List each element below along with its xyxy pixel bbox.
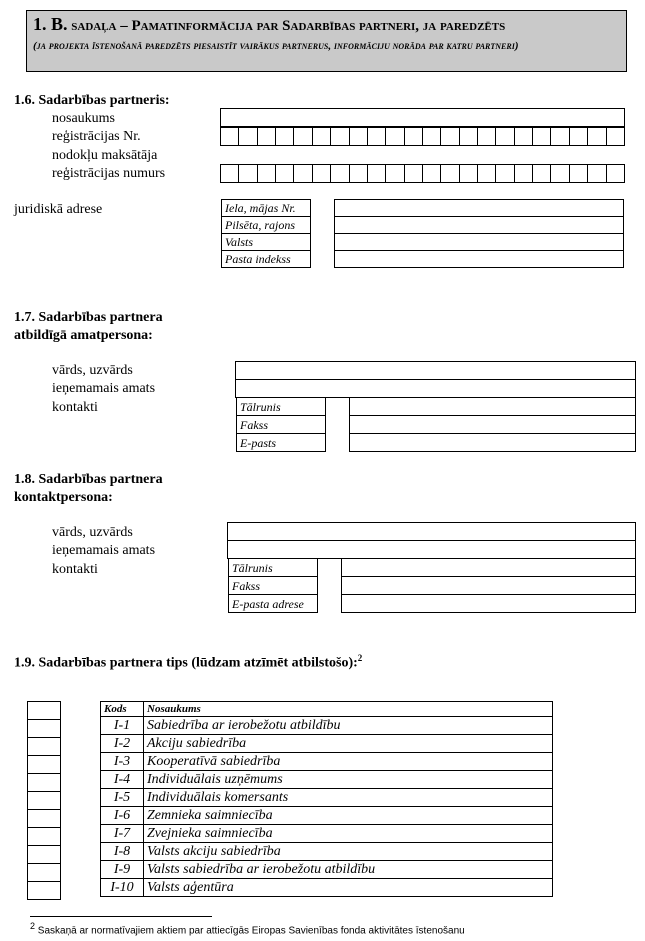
address-input-country[interactable] bbox=[335, 234, 624, 251]
official-contact-labels bbox=[236, 397, 326, 452]
type-name: Akciju sabiedrība bbox=[144, 735, 553, 753]
type-code: I-8 bbox=[101, 843, 144, 861]
type-checkbox-column bbox=[27, 701, 61, 900]
type-code: I-2 bbox=[101, 735, 144, 753]
address-input-postcode[interactable] bbox=[335, 251, 624, 268]
contact-person-position-input[interactable] bbox=[227, 540, 636, 559]
contact-input-email[interactable] bbox=[342, 595, 636, 613]
address-field-postcode: Pasta indekss bbox=[222, 251, 311, 268]
col-code-header: Kods bbox=[101, 702, 144, 717]
type-name: Valsts sabiedrība ar ierobežotu atbildību bbox=[144, 861, 553, 879]
contact-label-fax: Fakss bbox=[237, 416, 326, 434]
col-name-header: Nosaukums bbox=[144, 702, 553, 717]
label-full-name: vārds, uzvārds bbox=[52, 525, 133, 540]
heading-1-8-line2: kontaktpersona: bbox=[14, 490, 113, 505]
heading-1-8-line1: 1.8. Sadarbības partnera bbox=[14, 472, 163, 487]
contact-input-fax[interactable] bbox=[350, 416, 636, 434]
table-row bbox=[101, 789, 553, 807]
address-input-city[interactable] bbox=[335, 217, 624, 234]
type-name: Valsts aģentūra bbox=[144, 879, 553, 897]
type-checkbox[interactable] bbox=[28, 846, 61, 864]
type-code: I-9 bbox=[101, 861, 144, 879]
type-code: I-5 bbox=[101, 789, 144, 807]
label-tax-1: nodokļu maksātāja bbox=[52, 148, 158, 163]
footnote-number: 2 bbox=[30, 921, 36, 931]
footnote bbox=[30, 921, 465, 936]
type-name: Kooperatīvā sabiedrība bbox=[144, 753, 553, 771]
type-name: Valsts akciju sabiedrība bbox=[144, 843, 553, 861]
address-field-country: Valsts bbox=[222, 234, 311, 251]
reg-nr-cells[interactable] bbox=[220, 127, 625, 146]
table-row bbox=[101, 717, 553, 735]
section-title bbox=[33, 15, 620, 36]
type-name: Sabiedrība ar ierobežotu atbildību bbox=[144, 717, 553, 735]
official-contact-inputs bbox=[349, 397, 636, 452]
tax-nr-cells[interactable] bbox=[220, 164, 625, 183]
table-row bbox=[101, 861, 553, 879]
label-address: juridiskā adrese bbox=[14, 202, 103, 217]
type-code: I-10 bbox=[101, 879, 144, 897]
section-header bbox=[26, 10, 627, 72]
table-row bbox=[101, 735, 553, 753]
type-checkbox[interactable] bbox=[28, 774, 61, 792]
type-name: Individuālais komersants bbox=[144, 789, 553, 807]
address-inputs-table bbox=[334, 199, 624, 268]
contact-label-fax: Fakss bbox=[229, 577, 318, 595]
contact-person-name-input[interactable] bbox=[227, 522, 636, 541]
label-contacts: kontakti bbox=[52, 562, 98, 577]
heading-1-7-line2: atbildīgā amatpersona: bbox=[14, 328, 153, 343]
label-full-name: vārds, uzvārds bbox=[52, 363, 133, 378]
table-row bbox=[101, 753, 553, 771]
type-code: I-4 bbox=[101, 771, 144, 789]
type-name: Zemnieka saimniecība bbox=[144, 807, 553, 825]
contact-person-labels bbox=[228, 558, 318, 613]
type-checkbox[interactable] bbox=[28, 738, 61, 756]
footnote-text: Saskaņā ar normatīvajiem aktiem par attiecīgās Eiropas Savienības fonda aktivitātes īstenošanu bbox=[37, 925, 465, 937]
footnote-divider bbox=[30, 916, 212, 917]
label-contacts: kontakti bbox=[52, 400, 98, 415]
type-checkbox[interactable] bbox=[28, 792, 61, 810]
label-position: ieņemamais amats bbox=[52, 381, 156, 396]
label-name: nosaukums bbox=[52, 111, 115, 126]
contact-input-phone[interactable] bbox=[342, 559, 636, 577]
type-checkbox[interactable] bbox=[28, 882, 61, 900]
partner-type-table bbox=[100, 701, 553, 897]
heading-1-7-line1: 1.7. Sadarbības partnera bbox=[14, 310, 163, 325]
type-name: Individuālais uzņēmums bbox=[144, 771, 553, 789]
label-reg-nr: reģistrācijas Nr. bbox=[52, 129, 141, 144]
contact-person-inputs bbox=[341, 558, 636, 613]
contact-label-email: E-pasta adrese bbox=[229, 595, 318, 613]
partner-name-input[interactable] bbox=[220, 108, 625, 127]
section-title-text: sadaļa – Pamatinformācija par Sadarbības partneri, ja paredzēts bbox=[71, 18, 506, 34]
label-position: ieņemamais amats bbox=[52, 543, 156, 558]
type-code: I-7 bbox=[101, 825, 144, 843]
address-field-city: Pilsēta, rajons bbox=[222, 217, 311, 234]
type-checkbox[interactable] bbox=[28, 702, 61, 720]
section-subtitle: (ja projekta īstenošanā paredzēts piesaistīt vairākus partnerus, informāciju norāda par katru partneri) bbox=[33, 40, 519, 52]
heading-1-9-text: 1.9. Sadarbības partnera tips (lūdzam atzīmēt atbilstošo): bbox=[14, 655, 358, 671]
contact-label-phone: Tālrunis bbox=[229, 559, 318, 577]
type-name: Zvejnieka saimniecība bbox=[144, 825, 553, 843]
official-name-input[interactable] bbox=[235, 361, 636, 380]
table-row bbox=[101, 771, 553, 789]
contact-input-phone[interactable] bbox=[350, 398, 636, 416]
address-labels-table bbox=[221, 199, 311, 268]
type-code: I-1 bbox=[101, 717, 144, 735]
heading-1-6: 1.6. Sadarbības partneris: bbox=[14, 93, 170, 108]
type-code: I-6 bbox=[101, 807, 144, 825]
address-field-street: Iela, mājas Nr. bbox=[222, 200, 311, 217]
contact-input-email[interactable] bbox=[350, 434, 636, 452]
official-position-input[interactable] bbox=[235, 379, 636, 398]
table-row bbox=[101, 879, 553, 897]
table-row bbox=[101, 843, 553, 861]
table-row bbox=[101, 807, 553, 825]
type-checkbox[interactable] bbox=[28, 864, 61, 882]
contact-label-phone: Tālrunis bbox=[237, 398, 326, 416]
type-checkbox[interactable] bbox=[28, 810, 61, 828]
address-input-street[interactable] bbox=[335, 200, 624, 217]
contact-input-fax[interactable] bbox=[342, 577, 636, 595]
type-checkbox[interactable] bbox=[28, 828, 61, 846]
heading-1-9 bbox=[14, 649, 362, 673]
label-tax-2: reģistrācijas numurs bbox=[52, 166, 166, 181]
type-checkbox[interactable] bbox=[28, 720, 61, 738]
footnote-ref: 2 bbox=[357, 653, 363, 663]
type-checkbox[interactable] bbox=[28, 756, 61, 774]
table-row bbox=[101, 825, 553, 843]
contact-label-email: E-pasts bbox=[237, 434, 326, 452]
section-number: 1. B. bbox=[33, 14, 68, 34]
type-code: I-3 bbox=[101, 753, 144, 771]
